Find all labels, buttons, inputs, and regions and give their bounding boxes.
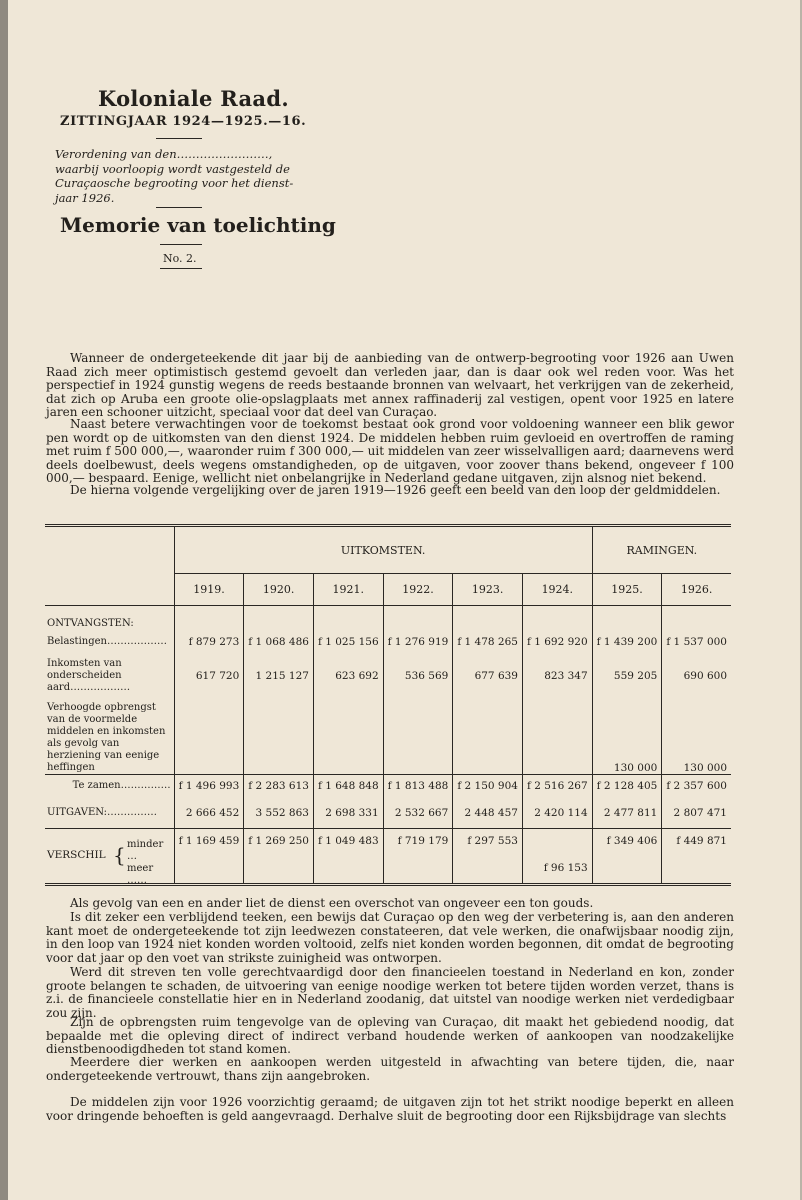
brace-glyph: { — [113, 842, 126, 867]
table-cell: f 1 813 488 — [383, 774, 453, 798]
table-cell: f 349 406 — [592, 828, 662, 854]
closing-paragraph: Is dit zeker een verblijdend teeken, een bewijs dat Curaçao op den weg der verbetering is, aan den anderen kant moet de ondergeteekende tot zijn leedwezen constateeren, dat vele werken, die onafwijsbaar noodig zijn, in den loop van 1924 niet konden worden voltooid, zelfs niet konden worden begonnen, dit omdat de begrooting voor dat jaar op den voet van strikste zuinigheid was ontworpen. — [46, 910, 734, 965]
table-cell — [383, 698, 453, 775]
table-cell: 130 000 — [662, 698, 731, 775]
divider — [156, 138, 202, 139]
row-label: Verhoogde opbrengst van de voormelde middelen en inkomsten als gevolg van herziening van eenige heffingen — [47, 701, 166, 773]
table-cell — [662, 854, 731, 884]
document-title: Koloniale Raad. — [98, 86, 289, 111]
year-header: 1919. — [174, 574, 244, 606]
row-sublabel: meer …… — [127, 862, 154, 886]
table-cell: f 1 269 250 — [244, 828, 314, 854]
table-cell: 130 000 — [592, 698, 662, 775]
table-cell — [174, 698, 244, 775]
table-row — [45, 654, 731, 698]
table-cell: f 719 179 — [383, 828, 453, 854]
table-cell: 617 720 — [174, 654, 244, 698]
finance-table — [45, 524, 731, 886]
year-header: 1920. — [244, 574, 314, 606]
intro-paragraph: Naast betere verwachtingen voor de toekomst bestaat ook grond voor voldoening wanneer een blik gewor pen wordt op de uitkomsten van den dienst 1924. De middelen hebben ruim gevloeid en overtroffen de raming met ruim f 500 000,—, waaronder ruim f 300 000,— uit middelen van zeer wisselvalligen aard; daarnevens werd deels doelbewust, deels wegens omstandigheden, op de uitgaven, voor zoover thans bekend, ongeveer f 100 000,— bespaard. Eenige, wellicht niet onbelangrijke in Nederland gedane uitgaven, zijn alsnog niet bekend. — [46, 417, 734, 486]
section-ontvangsten: ONTVANGSTEN: — [47, 617, 134, 629]
closing-paragraph: Zijn de opbrengsten ruim tengevolge van de opleving van Curaçao, dit maakt het gebiedend noodig, dat bepaalde met die opleving direct of indirect verband houdende werken of aankoopen van noodzakelijke dienstbenoodigdheden tot stand komen. — [46, 1015, 734, 1057]
memo-title: Memorie van toelichting — [60, 213, 336, 237]
year-header: 1924. — [522, 574, 592, 606]
table-cell: f 1 692 920 — [522, 630, 592, 654]
divider — [160, 268, 202, 269]
table-cell: 3 552 863 — [244, 798, 314, 828]
table-row — [45, 698, 731, 775]
table-cell — [592, 854, 662, 884]
row-label: UITGAVEN:…………… — [47, 806, 158, 818]
table-cell: f 879 273 — [174, 630, 244, 654]
group-header-uitkomsten: UITKOMSTEN. — [174, 526, 592, 574]
divider — [160, 244, 202, 245]
row-label: Te zamen…………… — [72, 780, 171, 792]
table-cell: 559 205 — [592, 654, 662, 698]
year-header: 1922. — [383, 574, 453, 606]
table-cell: f 1 276 919 — [383, 630, 453, 654]
table-cell: f 1 439 200 — [592, 630, 662, 654]
row-label: Inkomsten van onderscheiden aard……………… — [47, 657, 131, 693]
year-header: 1923. — [453, 574, 523, 606]
table-cell — [453, 854, 523, 884]
table-cell — [174, 854, 244, 884]
table-cell: 2 666 452 — [174, 798, 244, 828]
table-cell: 2 420 114 — [522, 798, 592, 828]
ordinance-line: Verordening van den……………………, — [55, 147, 273, 161]
session-line: ZITTINGJAAR 1924—1925.—16. — [60, 114, 307, 129]
table-cell — [313, 698, 383, 775]
table-cell — [244, 854, 314, 884]
table-cell: 823 347 — [522, 654, 592, 698]
closing-paragraph: Meerdere dier werken en aankoopen werden uitgesteld in afwachting van betere tijden, die, naar ondergeteekende vertrouwt, thans zijn aangebroken. — [46, 1055, 734, 1083]
ordinance-line: jaar 1926. — [55, 190, 115, 205]
table-cell: f 1 068 486 — [244, 630, 314, 654]
table-cell: f 1 478 265 — [453, 630, 523, 654]
closing-paragraph: Werd dit streven ten volle gerechtvaardigd door den financieelen toestand in Nederland en kon, zonder groote belangen te schaden, de uitvoering van eenige noodige werken tot betere tijden worden verzet, thans is z.i. de financieele constellatie hier en in Nederland zoodanig, dat uitstel van noodige werken niet verdedigbaar zou zijn. — [46, 965, 734, 1020]
table-cell: f 2 128 405 — [592, 774, 662, 798]
table-cell: f 2 516 267 — [522, 774, 592, 798]
table-cell — [522, 698, 592, 775]
memo-number: No. 2. — [163, 252, 197, 265]
closing-paragraph: De middelen zijn voor 1926 voorzichtig geraamd; de uitgaven zijn tot het strikt noodige beperkt en alleen voor dringende behoeften is geld aangevraagd. Derhalve sluit de begrooting door een Rijksbijdrage van slechts — [46, 1095, 734, 1123]
row-label: VERSCHIL — [47, 848, 106, 861]
table-cell: f 297 553 — [453, 828, 523, 854]
ordinance-line: Curaçaosche begrooting voor het dienst- — [55, 176, 294, 190]
closing-paragraph: Als gevolg van een en ander liet de dienst een overschot van ongeveer een ton gouds. — [70, 896, 594, 910]
table-cell — [383, 854, 453, 884]
table-cell: f 1 025 156 — [313, 630, 383, 654]
document-page — [8, 0, 800, 1200]
row-label: Belastingen……………… — [47, 635, 167, 647]
divider — [156, 207, 202, 208]
table-cell: f 2 357 600 — [662, 774, 731, 798]
verschil-label-cell — [45, 828, 174, 884]
table-row — [45, 828, 731, 854]
intro-paragraph: Wanneer de ondergeteekende dit jaar bij de aanbieding van de ontwerp-begrooting voor 1926 aan Uwen Raad zich meer optimistisch gestemd gevoelt dan verleden jaar, dan is daar ook wel reden voor. Was het perspectief in 1924 gunstig wegens de reeds bestaande bronnen van welvaart, het verkrijgen van de zekerheid, dat zich op Aruba een groote olie-opslagplaats met annex raffinaderij zal vestigen, opent voor 1925 en latere jaren een schooner uitzicht, speciaal voor dat deel van Curaçao. — [46, 351, 734, 420]
table-cell: f 1 648 848 — [313, 774, 383, 798]
table-cell: f 1 496 993 — [174, 774, 244, 798]
table-cell: 2 532 667 — [383, 798, 453, 828]
table-cell: f 1 169 459 — [174, 828, 244, 854]
table-cell: 1 215 127 — [244, 654, 314, 698]
table-cell: 623 692 — [313, 654, 383, 698]
table-cell: 536 569 — [383, 654, 453, 698]
group-header-ramingen: RAMINGEN. — [592, 526, 731, 574]
table-cell: 690 600 — [662, 654, 731, 698]
table-cell: 2 807 471 — [662, 798, 731, 828]
table-cell: f 1 537 000 — [662, 630, 731, 654]
table-cell: f 2 150 904 — [453, 774, 523, 798]
year-header: 1925. — [592, 574, 662, 606]
year-header: 1926. — [662, 574, 731, 606]
table-row — [45, 630, 731, 654]
table-cell: f 2 283 613 — [244, 774, 314, 798]
table-row — [45, 774, 731, 798]
page-edge — [0, 0, 8, 1200]
row-sublabel: minder … — [127, 838, 164, 862]
table-cell — [244, 698, 314, 775]
year-header: 1921. — [313, 574, 383, 606]
table-cell: 677 639 — [453, 654, 523, 698]
table-cell: 2 448 457 — [453, 798, 523, 828]
table-cell — [453, 698, 523, 775]
table-cell — [313, 854, 383, 884]
table-cell: 2 698 331 — [313, 798, 383, 828]
table-row — [45, 798, 731, 828]
intro-paragraph: De hierna volgende vergelijking over de jaren 1919—1926 geeft een beeld van den loop der geldmiddelen. — [70, 483, 721, 497]
table-cell — [522, 828, 592, 854]
ordinance-line: waarbij voorloopig wordt vastgesteld de — [55, 161, 290, 176]
ordinance-text — [55, 147, 293, 205]
table-cell: f 449 871 — [662, 828, 731, 854]
table-cell: f 96 153 — [522, 854, 592, 884]
table-cell: 2 477 811 — [592, 798, 662, 828]
table-cell: f 1 049 483 — [313, 828, 383, 854]
